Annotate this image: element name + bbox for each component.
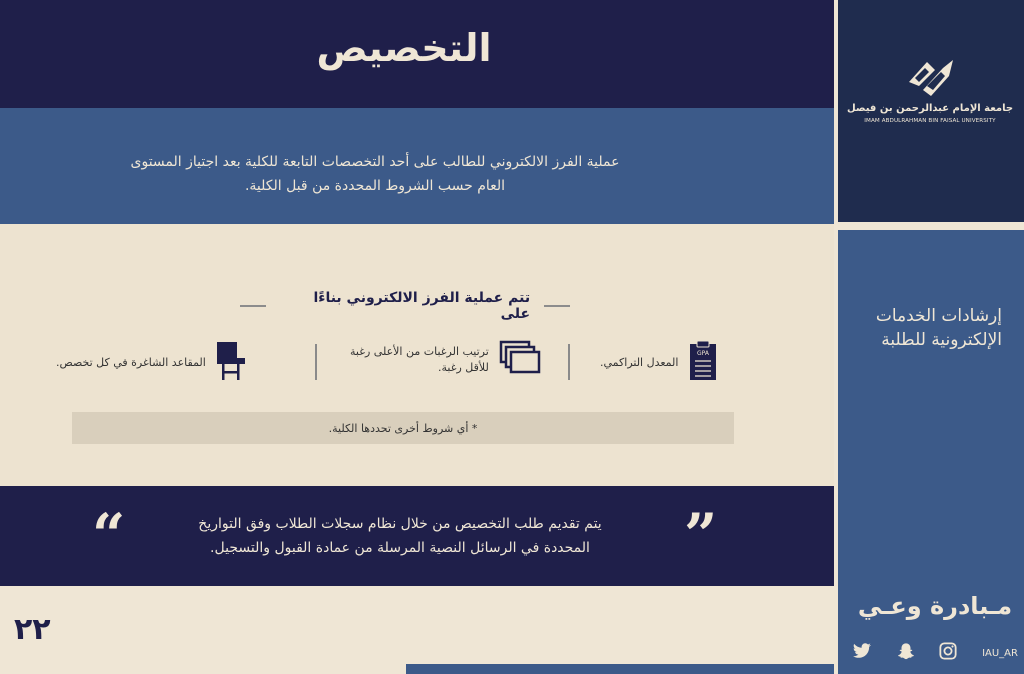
social-handle[interactable]: IAU_AR <box>982 647 1018 659</box>
snapchat-icon[interactable] <box>897 642 915 664</box>
open-quote-mark: ” <box>684 501 718 569</box>
sidebar-title-line2: الإلكترونية للطلبة <box>881 330 1002 350</box>
sidebar-title <box>846 304 1002 352</box>
footer-stripe <box>406 664 834 674</box>
sidebar-title-line1: إرشادات الخدمات <box>875 306 1002 326</box>
intro-text: عملية الفرز الالكتروني للطالب على أحد التخصصات التابعة للكلية بعد اجتياز المستوى العام حسب الشروط المحددة من قبل الكلية. <box>130 154 620 194</box>
criterion-seats <box>56 340 246 386</box>
university-name-ar: جامعة الإمام عبدالرحمن بن فيصل <box>846 103 1014 114</box>
criterion-gpa <box>600 340 718 386</box>
clipboard-gpa-icon <box>688 340 718 386</box>
page-title: التخصيص <box>316 26 492 70</box>
heading-rule-right <box>544 305 570 307</box>
close-quote-mark: “ <box>92 501 126 569</box>
gpa-icon-label: GPA <box>697 350 710 357</box>
footer-area <box>0 586 834 674</box>
initiative-name: مـبادرة وعـي <box>857 592 1013 620</box>
criterion-gpa-label: المعدل التراكمي. <box>600 356 679 369</box>
sidebar-gap <box>838 222 1024 230</box>
note-text: * أي شروط أخرى تحددها الكلية. <box>328 421 478 435</box>
criteria-heading <box>240 290 570 322</box>
university-name-en: IMAM ABDULRAHMAN BIN FAISAL UNIVERSITY <box>864 118 996 124</box>
stacked-cards-icon <box>499 340 541 380</box>
heading-rule-left <box>240 305 266 307</box>
twitter-icon[interactable] <box>852 643 872 663</box>
criteria-heading-label: تتم عملية الفرز الالكتروني بناءًا على <box>313 290 531 322</box>
criterion-preferences-line2: للأقل رغبة. <box>438 361 489 374</box>
social-row <box>852 642 1018 664</box>
note-box <box>72 412 734 444</box>
school-desk-chair-icon <box>216 340 246 386</box>
instagram-icon[interactable] <box>939 642 957 664</box>
quote-text <box>150 512 650 560</box>
criteria-divider <box>315 344 317 380</box>
quote-line1: يتم تقديم طلب التخصيص من خلال نظام سجلات الطلاب وفق التواريخ <box>198 516 602 532</box>
criterion-preferences-line1: ترتيب الرغبات من الأعلى رغبة <box>350 345 489 358</box>
page-number: ٢٢ <box>14 612 51 647</box>
quote-line2: المحددة في الرسائل النصية المرسلة من عمادة القبول والتسجيل. <box>210 540 590 556</box>
criterion-preferences-label <box>350 344 489 376</box>
university-logo-icon <box>905 56 957 104</box>
criterion-seats-label: المقاعد الشاغرة في كل تخصص. <box>56 356 206 369</box>
criterion-preferences <box>350 340 541 380</box>
criteria-divider <box>568 344 570 380</box>
